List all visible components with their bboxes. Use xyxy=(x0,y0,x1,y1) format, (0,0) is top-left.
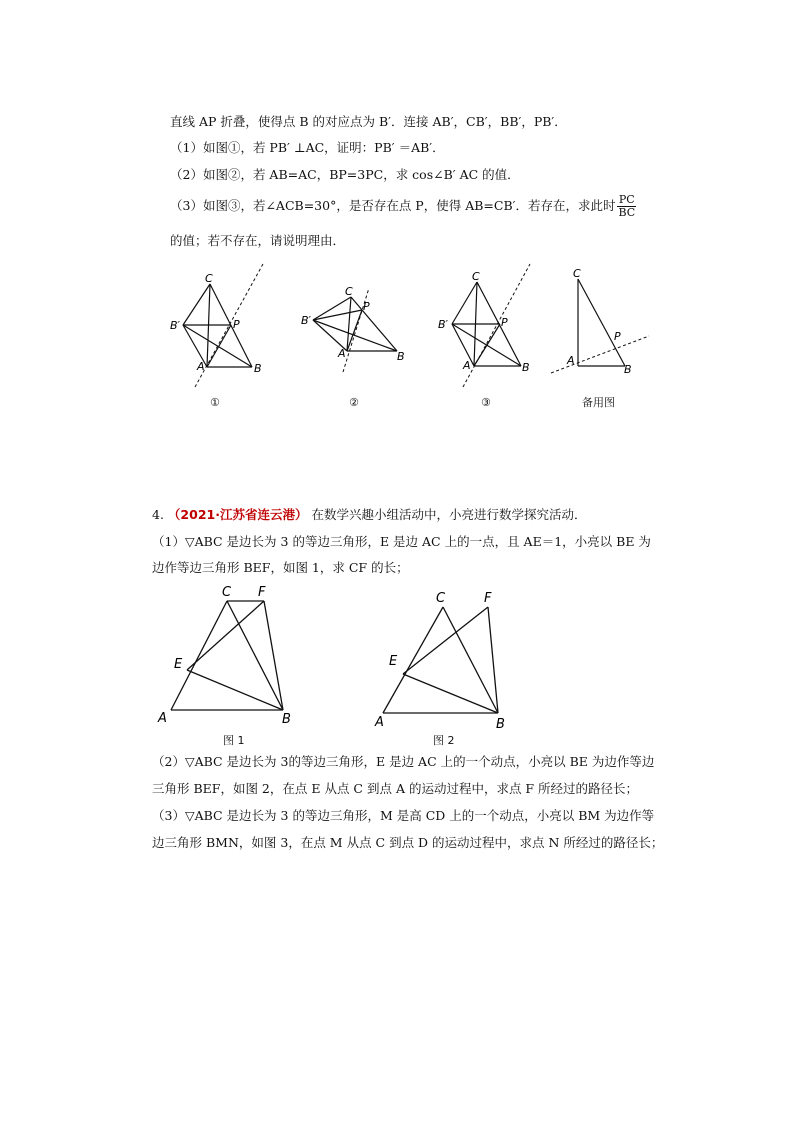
label-b: B xyxy=(282,712,291,727)
ratio-fraction xyxy=(617,194,636,219)
label-e: E xyxy=(174,657,183,672)
seg-fb xyxy=(264,601,283,710)
label-c: C xyxy=(436,591,446,606)
label-f: F xyxy=(484,591,492,606)
q4-figure-2 xyxy=(370,585,530,735)
label-p: P xyxy=(614,330,621,343)
q4-source: （2021·江苏省连云港） xyxy=(167,507,308,522)
label-c: C xyxy=(222,585,232,600)
label-a: A xyxy=(567,354,575,367)
figure-1 xyxy=(165,262,275,392)
caption-fig1: ① xyxy=(210,396,220,409)
q4-figure-1 xyxy=(150,580,310,730)
caption-fig3: ③ xyxy=(481,396,491,409)
caption-spare: 备用图 xyxy=(582,396,615,409)
label-p: P xyxy=(363,300,370,313)
q4-part1b: 边作等边三角形 BEF，如图 1，求 CF 的长； xyxy=(152,560,409,575)
seg-cbp xyxy=(452,282,477,324)
seg-ef xyxy=(403,607,488,674)
q4-part2a: （2）▽ABC 是边长为 3的等边三角形，E 是边 AC 上的一个动点，小亮以 BE 为边作等边 xyxy=(152,754,655,769)
q4-intro: 在数学兴趣小组活动中，小亮进行数学探究活动． xyxy=(311,507,587,522)
figure-spare xyxy=(545,262,655,392)
q4-part3a: （3）▽ABC 是边长为 3 的等边三角形，M 是高 CD 上的一个动点，小亮以 BM 为边作等 xyxy=(152,808,655,823)
label-b: B xyxy=(397,350,405,363)
label-a: A xyxy=(197,360,205,373)
seg-cbp xyxy=(183,284,210,325)
seg-ap xyxy=(474,324,500,366)
seg-ef xyxy=(187,601,264,670)
figure-3 xyxy=(435,262,545,392)
q4-part3b: 边三角形 BMN，如图 3，在点 M 从点 C 到点 D 的运动过程中，求点 N 所经过的路径长； xyxy=(152,835,664,850)
q3-part2: （2）如图②，若 AB=AC，BP=3PC，求 cos∠B′ AC 的值． xyxy=(170,167,520,182)
label-b: B xyxy=(624,363,632,376)
label-p: P xyxy=(501,316,508,329)
figure-2 xyxy=(295,280,415,380)
label-a: A xyxy=(158,711,167,726)
q3-part3-text: （3）如图③，若∠ACB=30°，是否存在点 P，使得 AB=CB′．若存在，求此时 xyxy=(170,198,616,213)
caption-q4-fig1: 图 1 xyxy=(223,734,245,747)
q3-part3-cont: 的值；若不存在，请说明理由． xyxy=(170,233,346,248)
label-a: A xyxy=(338,347,346,360)
seg-cb xyxy=(578,279,625,366)
caption-fig2: ② xyxy=(349,396,359,409)
label-bprime: B′ xyxy=(301,314,312,327)
fraction-numerator: PC xyxy=(618,193,635,206)
label-f: F xyxy=(258,585,266,600)
label-c: C xyxy=(573,267,581,280)
label-b: B xyxy=(254,362,262,375)
q3-intro: 直线 AP 折叠，使得点 B 的对应点为 B′．连接 AB′，CB′，BB′，PB′． xyxy=(170,114,567,129)
label-e: E xyxy=(389,654,398,669)
seg-cb xyxy=(227,601,283,710)
label-c: C xyxy=(472,270,480,283)
label-bprime: B′ xyxy=(170,319,181,332)
seg-ap xyxy=(207,325,231,367)
q3-part3 xyxy=(170,194,636,219)
label-b: B xyxy=(522,361,530,374)
label-a: A xyxy=(463,359,471,372)
label-b: B xyxy=(496,717,505,732)
q4-part1a: （1）▽ABC 是边长为 3 的等边三角形，E 是边 AC 上的一点，且 AE＝1，小亮以 BE 为 xyxy=(152,534,651,549)
caption-q4-fig2: 图 2 xyxy=(433,734,455,747)
seg-ac xyxy=(171,601,227,710)
q4-header xyxy=(152,507,586,523)
seg-eb xyxy=(187,670,283,710)
label-bprime: B′ xyxy=(438,318,449,331)
seg-eb xyxy=(403,674,498,713)
label-c: C xyxy=(345,285,353,298)
fold-line xyxy=(551,336,649,373)
label-p: P xyxy=(233,318,240,331)
label-c: C xyxy=(205,272,213,285)
label-a: A xyxy=(375,715,384,730)
q4-part2b: 三角形 BEF，如图 2，在点 E 从点 C 到点 A 的运动过程中，求点 F 所经过的路径长； xyxy=(152,781,639,796)
q4-number: 4. xyxy=(152,507,164,522)
fraction-denominator: BC xyxy=(618,206,636,219)
q3-part1: （1）如图①，若 PB′ ⊥AC，证明：PB′ ＝AB′． xyxy=(170,140,445,155)
